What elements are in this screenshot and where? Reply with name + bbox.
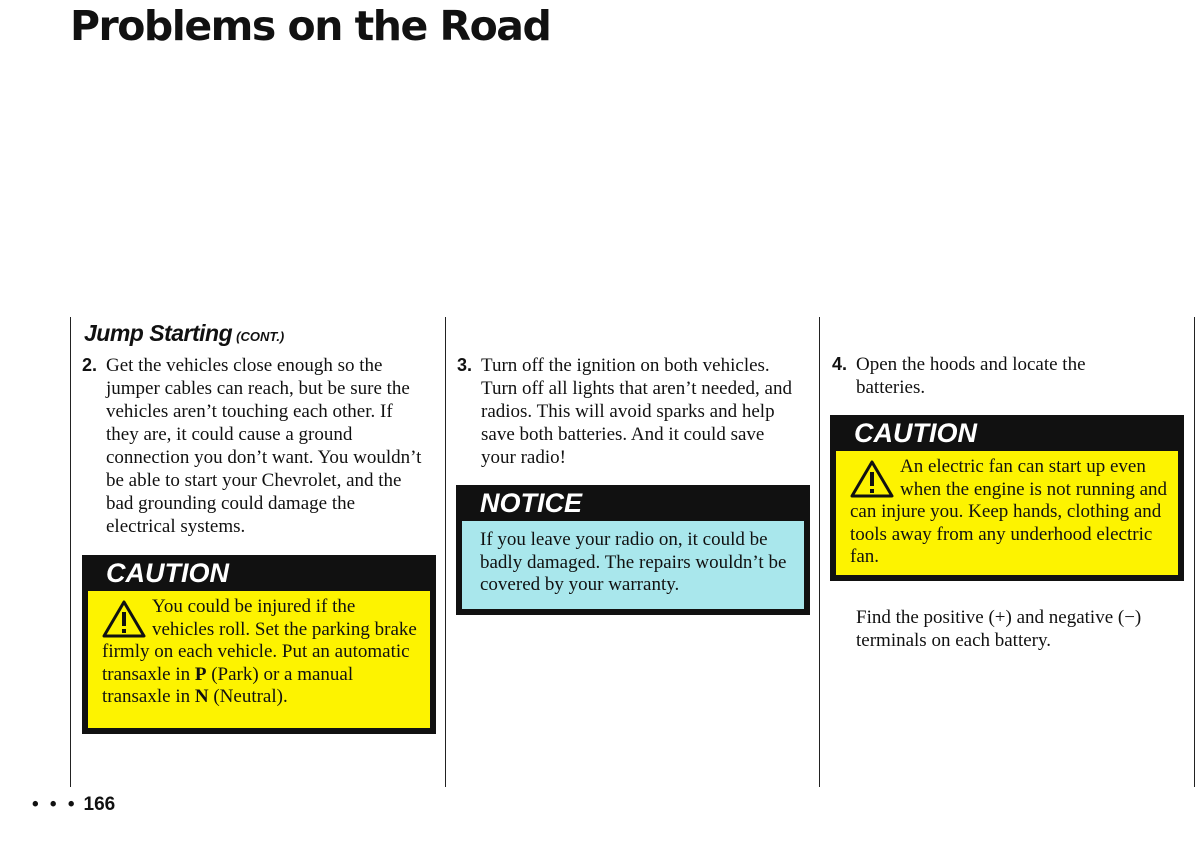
section-title-text: Jump Starting <box>84 320 233 346</box>
step-text: Get the vehicles close enough so the jumper cables can reach, but be sure the vehicles aren’t touching each other. If they are, it could cause a ground connection you don’t want. You wouldn’t be able to start your Chevrolet, and the bad grounding could damage the electrical systems. <box>106 355 422 537</box>
notice-header: NOTICE <box>480 488 583 518</box>
step-text: Turn off the ignition on both vehicles. Turn off all lights that aren’t needed, and radios. This will avoid sparks and help save both batteries. And it could save your radio! <box>481 355 792 468</box>
park-label: P <box>194 663 207 685</box>
caution-body <box>836 451 1178 575</box>
section-title-cont: (CONT.) <box>236 329 285 344</box>
caution-box-right <box>830 415 1184 581</box>
column-rule <box>819 317 820 787</box>
step-text: Open the hoods and locate the batteries. <box>856 354 1086 398</box>
page-title: Problems on the Road <box>70 2 551 50</box>
step-2 <box>82 354 428 538</box>
terminals-text: Find the positive (+) and negative (−) terminals on each battery. <box>856 607 1142 651</box>
page-number <box>32 794 115 816</box>
page-number-dots: • • • <box>32 794 78 815</box>
section-title <box>84 320 284 347</box>
step-3 <box>457 354 801 469</box>
caution-text-1: You could be injured if the vehicles roll. Set the parking brake firmly on each vehicle. Put an automatic transaxle in <box>102 596 417 685</box>
step-4 <box>832 353 1156 399</box>
neutral-label: N <box>194 686 209 707</box>
caution-header: CAUTION <box>854 418 977 448</box>
caution-header: CAUTION <box>106 558 229 588</box>
caution-text-3: (Neutral). <box>208 686 288 707</box>
column-rule <box>445 317 446 787</box>
column-rule <box>1194 317 1195 787</box>
step-number: 2. <box>82 355 98 375</box>
warning-triangle-icon <box>850 460 894 498</box>
caution-text: An electric fan can start up even when the engine is not running and can injure you. Keep hands, clothing and tools away from any underhood electric fan. <box>850 456 1168 567</box>
caution-text-2: (Park) or a manual transaxle in <box>102 663 354 707</box>
notice-body: If you leave your radio on, it could be badly damaged. The repairs wouldn’t be covered by your warranty. <box>462 521 804 609</box>
warning-triangle-icon <box>102 600 146 638</box>
notice-box <box>456 485 810 615</box>
caution-body <box>88 591 430 728</box>
page-number-value: 166 <box>83 794 116 815</box>
step-number: 4. <box>832 354 848 374</box>
step-number: 3. <box>457 355 473 375</box>
caution-box-left <box>82 555 436 734</box>
column-rule <box>70 317 71 787</box>
